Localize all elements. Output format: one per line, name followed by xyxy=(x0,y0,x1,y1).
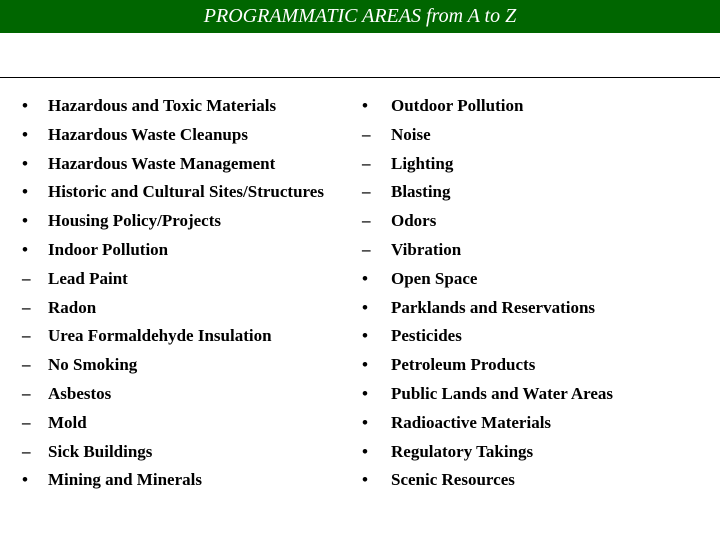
list-item xyxy=(362,409,712,438)
list-item-text: Pesticides xyxy=(391,326,462,346)
list-item xyxy=(362,265,712,294)
list-item-text: Outdoor Pollution xyxy=(391,96,524,115)
divider-line xyxy=(0,77,720,78)
list-item-text: Blasting xyxy=(391,182,451,202)
bullet-icon: • xyxy=(22,153,28,173)
bullet-icon: • xyxy=(362,441,368,461)
list-item-text: Lead Paint xyxy=(48,268,128,288)
list-item-text: Public Lands and Water Areas xyxy=(391,383,613,403)
bullet-icon: • xyxy=(22,211,28,231)
list-item xyxy=(22,265,352,294)
list-item-text: Radon xyxy=(48,297,97,317)
slide-title: PROGRAMMATIC AREAS from A to Z xyxy=(0,0,720,33)
right-column-list xyxy=(362,92,712,495)
list-item xyxy=(362,92,712,121)
bullet-icon: • xyxy=(362,470,368,490)
list-item-text: No Smoking xyxy=(48,355,138,375)
bullet-icon: • xyxy=(362,412,368,432)
list-item xyxy=(362,294,712,323)
list-item-text: Open Space xyxy=(391,268,478,288)
list-item-text: Odors xyxy=(391,211,437,231)
list-item-text: Hazardous and Toxic Materials xyxy=(48,96,277,115)
left-column-list xyxy=(22,92,352,495)
list-item-text: Housing Policy/Projects xyxy=(48,211,221,231)
dash-icon: – xyxy=(22,326,31,346)
bullet-icon: • xyxy=(362,355,368,375)
dash-icon: – xyxy=(362,153,371,173)
dash-icon: – xyxy=(22,383,31,403)
bullet-icon: • xyxy=(22,239,28,259)
dash-icon: – xyxy=(362,124,371,144)
list-item xyxy=(362,351,712,380)
bullet-icon: • xyxy=(362,326,368,346)
bullet-icon: • xyxy=(362,383,368,403)
list-item-text: Petroleum Products xyxy=(391,355,536,375)
list-item-text: Hazardous Waste Management xyxy=(48,153,276,173)
bullet-icon: • xyxy=(362,268,368,288)
dash-icon: – xyxy=(22,412,31,432)
list-item xyxy=(362,178,712,207)
list-item xyxy=(362,380,712,409)
dash-icon: – xyxy=(362,239,371,259)
list-item xyxy=(22,351,352,380)
list-item xyxy=(22,178,352,207)
list-item xyxy=(362,466,712,495)
list-item xyxy=(362,236,712,265)
dash-icon: – xyxy=(22,355,31,375)
list-item-text: Vibration xyxy=(391,239,462,259)
list-item xyxy=(22,121,352,150)
list-item-text: Indoor Pollution xyxy=(48,239,169,259)
list-item-text: Historic and Cultural Sites/Structures xyxy=(48,182,324,202)
bullet-icon: • xyxy=(22,182,28,202)
list-item xyxy=(362,322,712,351)
list-item xyxy=(362,207,712,236)
bullet-icon: • xyxy=(22,96,28,115)
dash-icon: – xyxy=(22,268,31,288)
list-item xyxy=(22,438,352,467)
list-item-text: Regulatory Takings xyxy=(391,441,534,461)
list-item-text: Asbestos xyxy=(48,383,112,403)
list-item xyxy=(22,294,352,323)
list-item-text: Mold xyxy=(48,412,87,432)
list-item-text: Mining and Minerals xyxy=(48,470,202,490)
list-item-text: Lighting xyxy=(391,153,454,173)
bullet-icon: • xyxy=(362,96,368,115)
bullet-icon: • xyxy=(362,297,368,317)
list-item xyxy=(22,150,352,179)
dash-icon: – xyxy=(362,211,371,231)
list-item-text: Hazardous Waste Cleanups xyxy=(48,124,248,144)
list-item xyxy=(22,92,352,121)
list-item xyxy=(362,150,712,179)
dash-icon: – xyxy=(22,441,31,461)
list-item-text: Noise xyxy=(391,124,431,144)
bullet-icon: • xyxy=(22,470,28,490)
list-item xyxy=(22,322,352,351)
dash-icon: – xyxy=(22,297,31,317)
list-item xyxy=(22,380,352,409)
list-item xyxy=(362,438,712,467)
list-item-text: Scenic Resources xyxy=(391,470,515,490)
list-item xyxy=(22,207,352,236)
list-item xyxy=(362,121,712,150)
list-item-text: Parklands and Reservations xyxy=(391,297,596,317)
list-item-text: Radioactive Materials xyxy=(391,412,552,432)
list-item xyxy=(22,236,352,265)
list-item xyxy=(22,409,352,438)
dash-icon: – xyxy=(362,182,371,202)
list-item-text: Urea Formaldehyde Insulation xyxy=(48,326,272,346)
bullet-icon: • xyxy=(22,124,28,144)
list-item-text: Sick Buildings xyxy=(48,441,153,461)
list-item xyxy=(22,466,352,495)
